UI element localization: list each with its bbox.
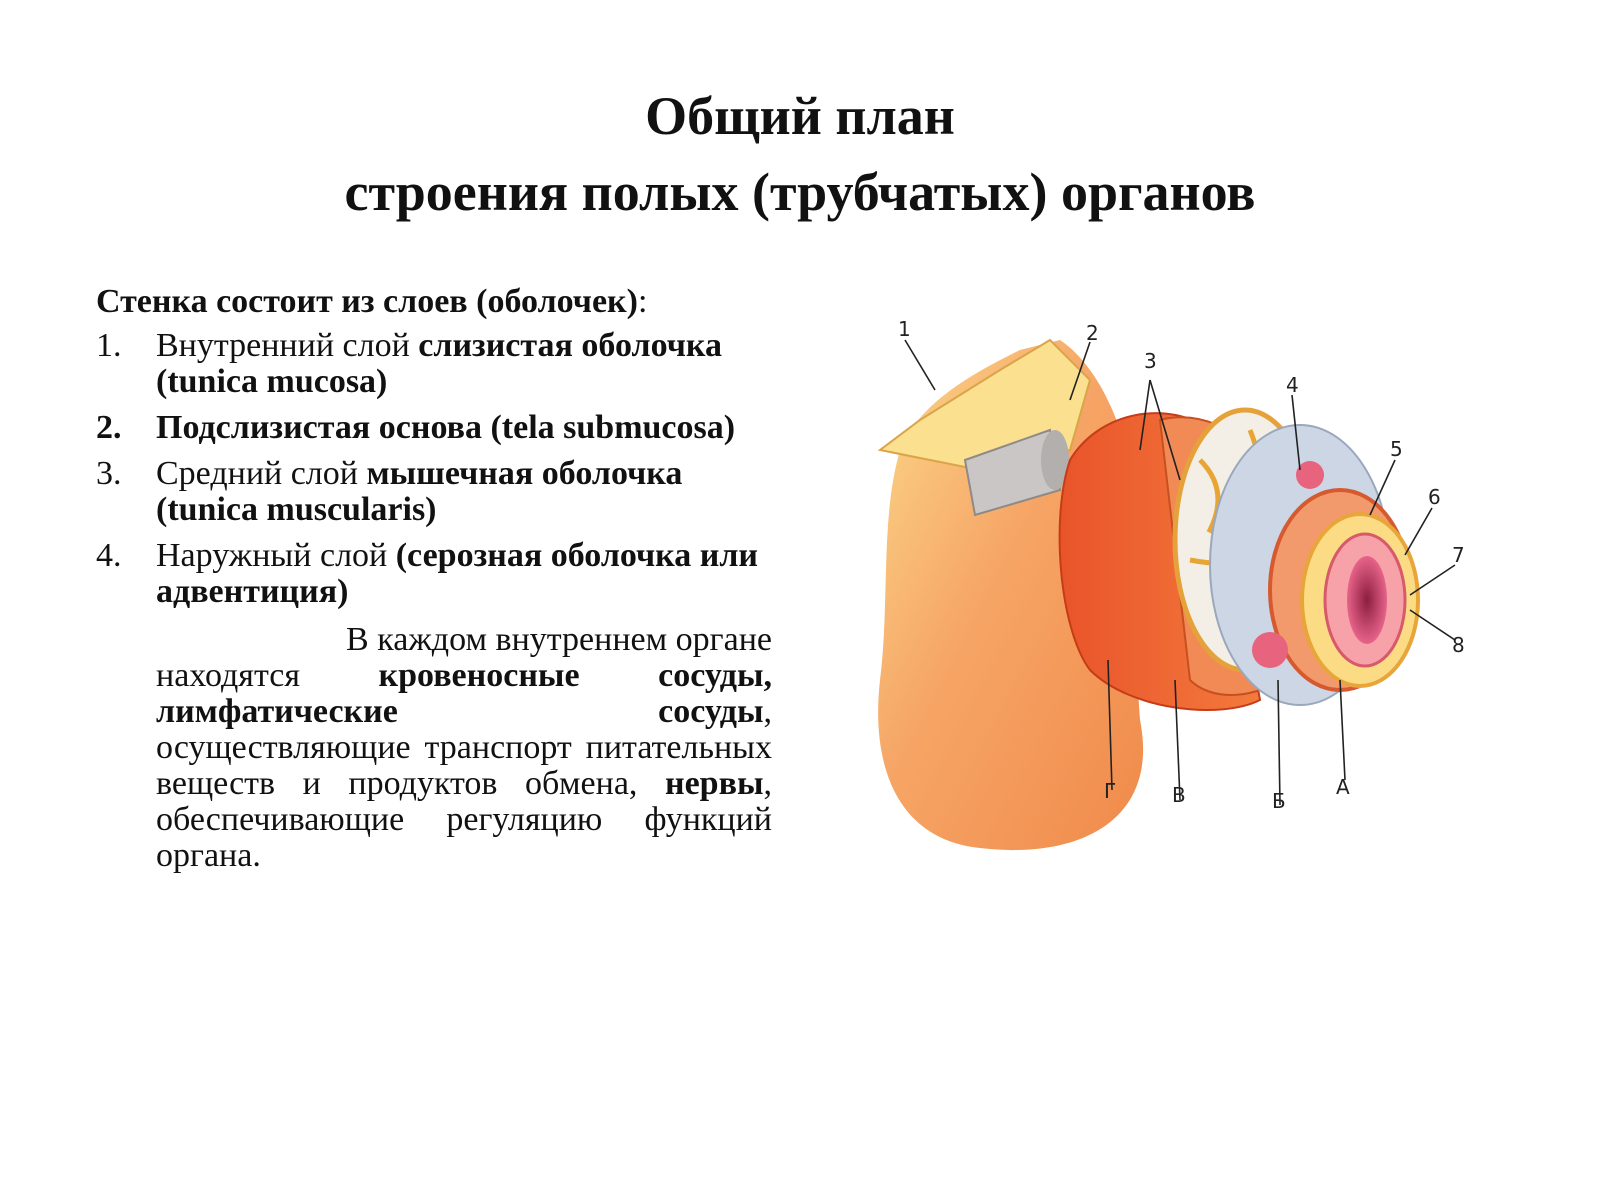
vessels-paragraph — [156, 622, 772, 874]
intro-line — [96, 284, 772, 320]
layer-plain: Средний слой — [156, 455, 367, 492]
layer-bold: Подслизистая основа (tela submucosa) — [156, 409, 736, 446]
slide-title — [0, 78, 1600, 230]
list-item — [96, 410, 772, 446]
gland — [1252, 632, 1288, 668]
intro-bold: Стенка состоит из слоев (оболочек) — [96, 283, 638, 320]
list-number: 3. — [96, 455, 122, 492]
figure-label-6: 6 — [1428, 485, 1441, 509]
text-block — [96, 284, 772, 874]
para-bold-2: нервы — [665, 765, 764, 802]
list-item — [96, 328, 772, 400]
list-number: 1. — [96, 327, 122, 364]
figure-label-7: 7 — [1452, 543, 1465, 567]
figure-label-V: В — [1172, 783, 1186, 807]
title-line-2: строения полых (трубчатых) органов — [344, 162, 1256, 222]
figure-label-B: Б — [1272, 789, 1286, 813]
para-text-1: В каждом внутреннем органе находятся — [156, 621, 772, 694]
lumen — [1347, 556, 1387, 644]
para-text-3: , обеспечивающие регуляцию функций органа. — [156, 765, 772, 874]
list-item — [96, 456, 772, 528]
para-text-2: , осуществляющие транспорт питательных веществ и продуктов обмена, — [156, 693, 772, 802]
figure-label-8: 8 — [1452, 633, 1465, 657]
layers-list — [96, 328, 772, 610]
figure-label-1: 1 — [898, 317, 911, 341]
layer-plain: Внутренний слой — [156, 327, 419, 364]
figure-label-A: А — [1336, 775, 1350, 799]
figure-label-4: 4 — [1286, 373, 1299, 397]
title-line-1: Общий план — [645, 86, 955, 146]
intro-tail: : — [637, 283, 648, 320]
organ-wall-illustration — [860, 300, 1520, 880]
list-number: 4. — [96, 537, 122, 574]
figure-label-2: 2 — [1086, 321, 1099, 345]
layer-bold: мышечная оболочка (tunica muscularis) — [156, 455, 683, 528]
list-number: 2. — [96, 409, 122, 446]
layer-bold: слизистая оболочка (tunica mucosa) — [156, 327, 722, 400]
list-item — [96, 538, 772, 610]
organ-wall-svg — [860, 300, 1520, 880]
layer-plain: Наружный слой — [156, 537, 396, 574]
figure-label-5: 5 — [1390, 437, 1403, 461]
layer-bold: (серозная оболочка или адвентиция) — [156, 537, 759, 610]
figure-label-G: Г — [1104, 779, 1117, 803]
figure-label-3: 3 — [1144, 349, 1157, 373]
para-bold-1: кровеносные сосуды, лимфатические сосуды — [156, 657, 772, 730]
